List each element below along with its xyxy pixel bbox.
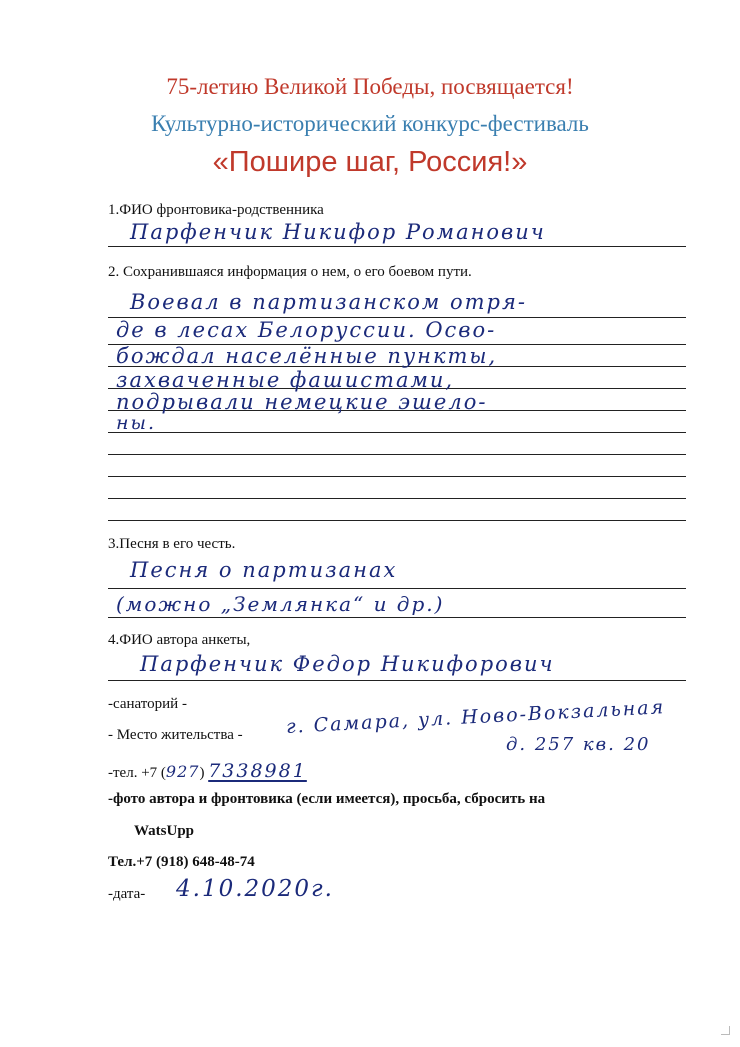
section3-rule-1 bbox=[108, 588, 686, 589]
section2-line-3: бождал населённые пункты, bbox=[116, 344, 498, 368]
photo-note: -фото автора и фронтовика (если имеется), просьба, сбросить на bbox=[108, 791, 546, 807]
section2-rule-6 bbox=[108, 432, 686, 433]
section1-label: 1.ФИО фронтовика-родственника bbox=[108, 202, 324, 218]
section1-rule bbox=[108, 246, 686, 247]
phone-label: -тел. +7 ( bbox=[108, 765, 166, 781]
section4-value: Парфенчик Федор Никифорович bbox=[140, 652, 555, 676]
section2-rule-10 bbox=[108, 520, 686, 521]
section3-line-2: (можно „Землянка“ и др.) bbox=[116, 592, 445, 616]
section2-line-6: ны. bbox=[116, 412, 157, 434]
residence-value-1: г. Самара, ул. Ново-Вокзальная bbox=[285, 696, 666, 738]
section2-rule-8 bbox=[108, 476, 686, 477]
sanatorium-label: -санаторий - bbox=[108, 696, 187, 712]
header-festival: Культурно-исторический конкурс-фестиваль bbox=[151, 111, 589, 136]
section2-rule-9 bbox=[108, 498, 686, 499]
section4-rule bbox=[108, 680, 686, 681]
header-dedication: 75-летию Великой Победы, посвящается! bbox=[166, 74, 574, 99]
section2-line-4: захваченные фашистами, bbox=[116, 368, 455, 392]
date-value: 4.10.2020г. bbox=[176, 876, 334, 902]
section2-label: 2. Сохранившаяся информация о нем, о его боевом пути. bbox=[108, 264, 472, 280]
phone-number: 7338981 bbox=[208, 760, 307, 782]
section1-value: Парфенчик Никифор Романович bbox=[130, 220, 546, 244]
header-slogan: «Пошире шаг, Россия!» bbox=[212, 146, 528, 178]
section2-line-2: де в лесах Белоруссии. Осво- bbox=[116, 318, 497, 342]
contact-phone: Тел.+7 (918) 648-48-74 bbox=[108, 854, 255, 870]
phone-code: 927 bbox=[165, 762, 200, 781]
date-label: -дата- bbox=[108, 886, 146, 902]
section2-line-1: Воевал в партизанском отря- bbox=[130, 290, 527, 314]
residence-value-2: д. 257 кв. 20 bbox=[506, 734, 651, 755]
section4-label: 4.ФИО автора анкеты, bbox=[108, 632, 251, 648]
phone-close: ) bbox=[199, 765, 205, 781]
section3-rule-2 bbox=[108, 617, 686, 618]
residence-label: - Место жительства - bbox=[108, 727, 243, 743]
scan-corner-mark bbox=[721, 1026, 730, 1035]
phone-row bbox=[108, 760, 307, 782]
section3-line-1: Песня о партизанах bbox=[130, 558, 398, 582]
section2-rule-7 bbox=[108, 454, 686, 455]
section2-line-5: подрывали немецкие эшело- bbox=[116, 390, 488, 414]
section3-label: 3.Песня в его честь. bbox=[108, 536, 236, 552]
messenger-name: WatsUpp bbox=[134, 823, 195, 839]
